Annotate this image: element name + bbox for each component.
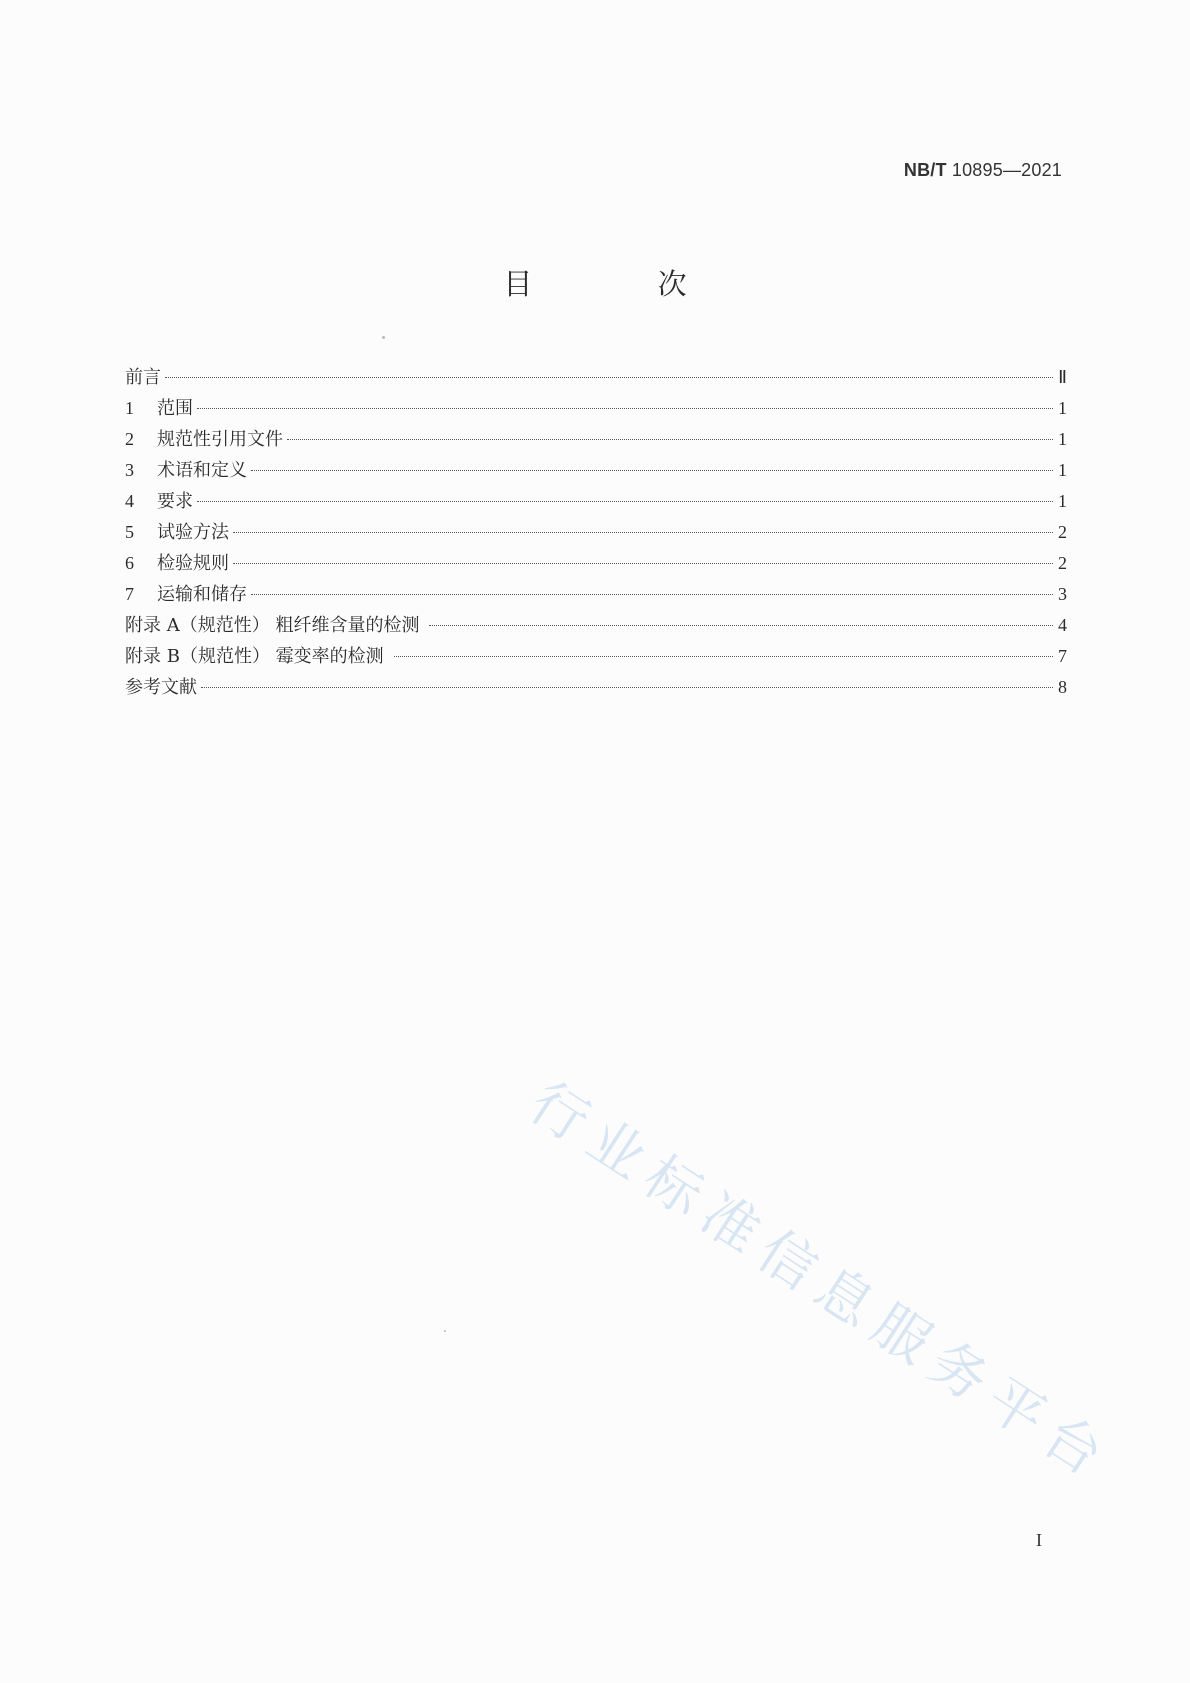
toc-entry-page: 3 (1058, 584, 1067, 604)
toc-entry-page: 8 (1058, 677, 1067, 697)
toc-entry-label: 前言 (125, 367, 161, 388)
toc-entry-page: 7 (1058, 646, 1067, 666)
toc-entry-number: 1 (125, 398, 134, 418)
toc-entry-page: 4 (1058, 615, 1067, 635)
toc-entry-label: 检验规则 (157, 553, 229, 574)
toc-entry-terms-definitions[interactable] (125, 455, 1067, 486)
toc-entry-annex-b[interactable] (125, 641, 1067, 672)
toc-entry-number: 5 (125, 522, 134, 542)
toc-entry-label: 规范性引用文件 (157, 429, 283, 450)
standard-code (904, 160, 1062, 181)
toc-entry-number: 3 (125, 460, 134, 480)
table-of-contents (125, 362, 1067, 703)
toc-entry-page: 2 (1058, 522, 1067, 542)
toc-entry-number: 7 (125, 584, 134, 604)
standard-number: 10895—2021 (951, 160, 1062, 180)
toc-entry-page: 2 (1058, 553, 1067, 573)
toc-dot-leader (394, 656, 1053, 657)
toc-entry-number: 4 (125, 491, 134, 511)
toc-entry-scope[interactable] (125, 393, 1067, 424)
toc-entry-label: 要求 (157, 491, 193, 512)
toc-dot-leader (197, 501, 1053, 502)
standard-prefix: NB/T (903, 160, 947, 180)
page-number: I (1036, 1530, 1042, 1550)
toc-title: 目 次 (503, 267, 745, 301)
toc-dot-leader (287, 439, 1053, 440)
toc-dot-leader (251, 470, 1053, 471)
toc-entry-label: 试验方法 (157, 522, 229, 543)
toc-entry-label: 附录 B（规范性） 霉变率的检测 (125, 646, 384, 667)
toc-dot-leader (201, 687, 1053, 688)
toc-dot-leader (165, 377, 1053, 378)
toc-entry-test-methods[interactable] (125, 517, 1067, 548)
toc-dot-leader (233, 563, 1053, 564)
toc-entry-label: 运输和储存 (157, 584, 247, 605)
toc-entry-page: 1 (1058, 491, 1067, 511)
toc-entry-page: Ⅱ (1058, 367, 1067, 387)
toc-entry-foreword[interactable] (125, 362, 1067, 393)
toc-entry-bibliography[interactable] (125, 672, 1067, 703)
toc-entry-number: 6 (125, 553, 134, 573)
toc-entry-page: 1 (1058, 460, 1067, 480)
toc-entry-normative-references[interactable] (125, 424, 1067, 455)
toc-entry-label: 术语和定义 (157, 460, 247, 481)
scan-speck (382, 336, 385, 339)
toc-entry-page: 1 (1058, 398, 1067, 418)
toc-entry-requirements[interactable] (125, 486, 1067, 517)
toc-entry-label: 参考文献 (125, 677, 197, 698)
toc-entry-annex-a[interactable] (125, 610, 1067, 641)
toc-entry-transport-storage[interactable] (125, 579, 1067, 610)
watermark: 行业标准信息服务平台 (518, 1070, 1124, 1495)
toc-entry-page: 1 (1058, 429, 1067, 449)
toc-dot-leader (251, 594, 1053, 595)
toc-entry-label: 附录 A（规范性） 粗纤维含量的检测 (125, 615, 420, 636)
toc-entry-number: 2 (125, 429, 134, 449)
toc-entry-inspection-rules[interactable] (125, 548, 1067, 579)
scan-speck (444, 1330, 446, 1332)
toc-entry-label: 范围 (157, 398, 193, 419)
toc-dot-leader (233, 532, 1053, 533)
toc-dot-leader (429, 625, 1053, 626)
toc-dot-leader (197, 408, 1053, 409)
